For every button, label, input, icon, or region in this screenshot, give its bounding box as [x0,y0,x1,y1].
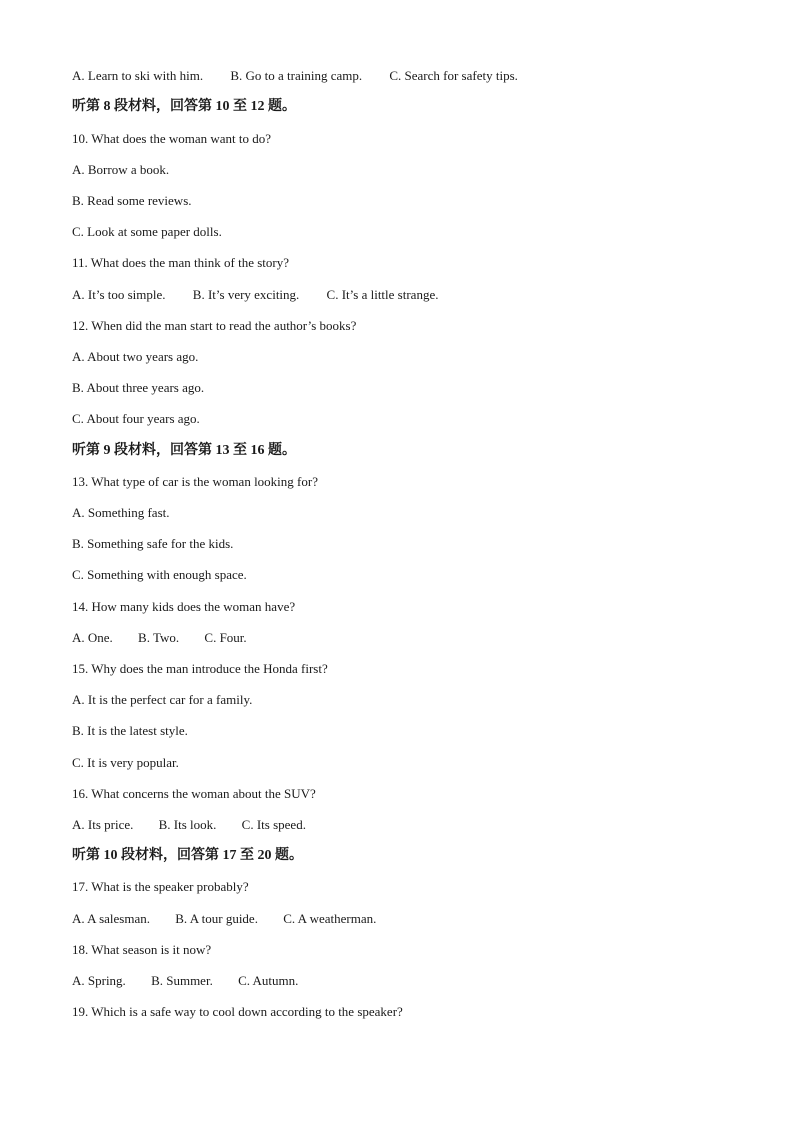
q12-option-b: B. About three years ago. [72,380,205,395]
question-12: 12. When did the man start to read the author’s books? [72,318,357,333]
q18-options [72,973,298,989]
q14-options [72,630,247,646]
question-19: 19. Which is a safe way to cool down according to the speaker? [72,1004,403,1019]
q13-option-a: A. Something fast. [72,505,170,520]
section-heading-8: 听第 8 段材料，回答第 10 至 12 题。 [72,99,296,114]
q13-option-b: B. Something safe for the kids. [72,536,234,551]
question-13: 13. What type of car is the woman looking for? [72,474,318,489]
q12-option-a: A. About two years ago. [72,349,199,364]
question-16: 16. What concerns the woman about the SUV? [72,786,316,801]
q15-option-c: C. It is very popular. [72,755,179,770]
q17-option-c: C. A weatherman. [283,911,377,926]
q14-option-c: C. Four. [204,630,247,645]
q17-option-b: B. A tour guide. [175,911,258,926]
q15-option-b: B. It is the latest style. [72,723,188,738]
q16-option-b: B. Its look. [158,817,217,832]
option-c: C. Search for safety tips. [389,68,518,83]
q16-options [72,817,306,833]
question-18: 18. What season is it now? [72,942,212,957]
q17-option-a: A. A salesman. [72,911,150,926]
option-b: B. Go to a training camp. [230,68,363,83]
q11-option-c: C. It’s a little strange. [326,287,439,302]
q13-option-c: C. Something with enough space. [72,567,247,582]
q17-options [72,911,376,927]
section-heading-10: 听第 10 段材料，回答第 17 至 20 题。 [72,848,303,863]
q12-option-c: C. About four years ago. [72,411,200,426]
section-heading-9: 听第 9 段材料，回答第 13 至 16 题。 [72,443,296,458]
question-11: 11. What does the man think of the story? [72,255,289,270]
q11-option-a: A. It’s too simple. [72,287,166,302]
question-15: 15. Why does the man introduce the Honda first? [72,661,328,676]
q11-option-b: B. It’s very exciting. [192,287,300,302]
q11-options [72,287,438,303]
q18-option-c: C. Autumn. [238,973,299,988]
q14-option-a: A. One. [72,630,113,645]
question-14: 14. How many kids does the woman have? [72,599,296,614]
q18-option-a: A. Spring. [72,973,126,988]
q16-option-c: C. Its speed. [241,817,306,832]
q10-option-b: B. Read some reviews. [72,193,192,208]
q18-option-b: B. Summer. [151,973,213,988]
question-17: 17. What is the speaker probably? [72,879,249,894]
option-a: A. Learn to ski with him. [72,68,204,83]
question-10: 10. What does the woman want to do? [72,131,272,146]
q9-options [72,68,518,84]
q16-option-a: A. Its price. [72,817,134,832]
q10-option-a: A. Borrow a book. [72,162,170,177]
q10-option-c: C. Look at some paper dolls. [72,224,222,239]
q15-option-a: A. It is the perfect car for a family. [72,692,253,707]
q14-option-b: B. Two. [138,630,180,645]
